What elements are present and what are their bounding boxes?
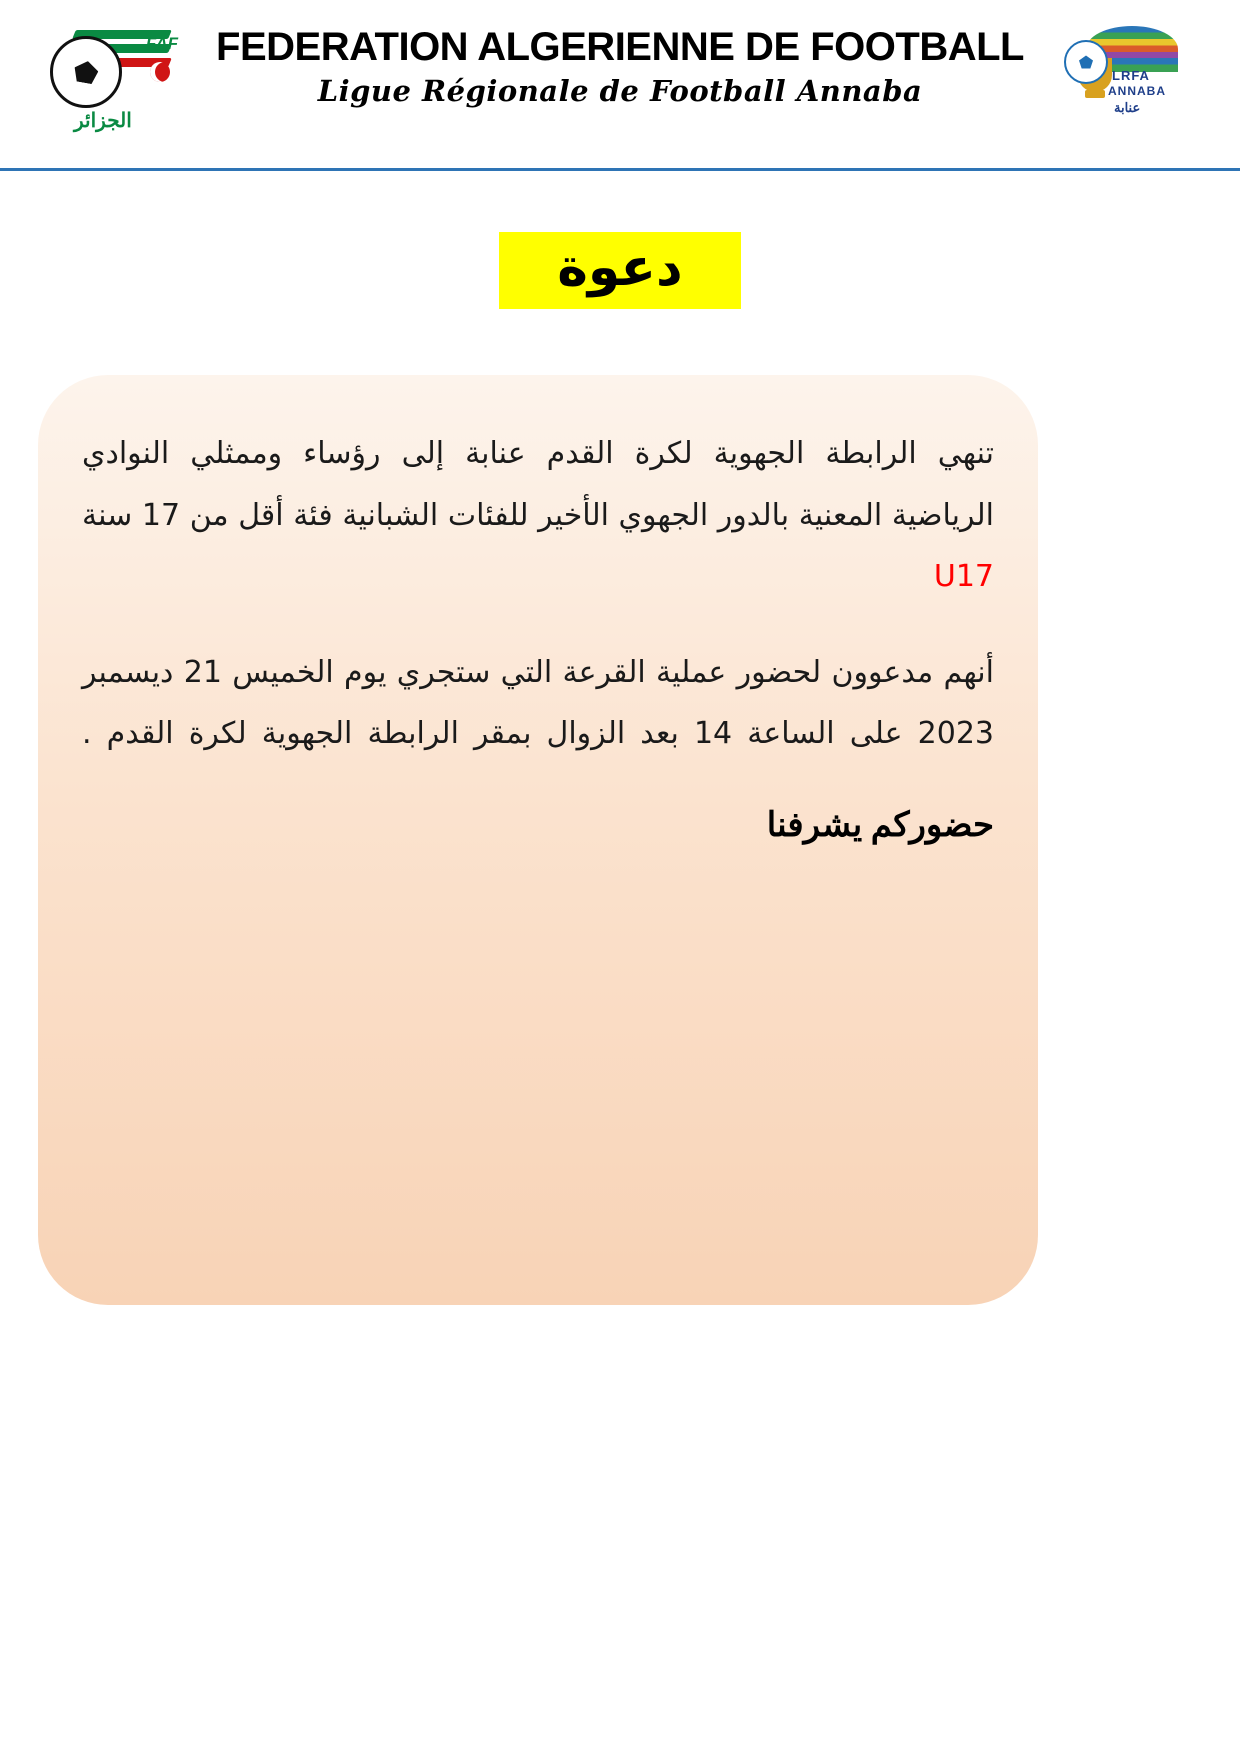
lrfa-city-label: ANNABA [1108, 84, 1166, 98]
faf-abbrev-label: FAF [145, 34, 178, 53]
invitation-title: دعوة [499, 232, 741, 309]
paragraph-1-text: تنهي الرابطة الجهوية لكرة القدم عنابة إلى رؤساء وممثلي النوادي الرياضية المعنية بالدور الجهوي الأخير للفئات الشبانية فئة أقل من 17 سنة [82, 436, 994, 533]
header-divider [0, 168, 1240, 171]
invitation-text [68, 423, 1008, 765]
closing-line: حضوركم يشرفنا [766, 806, 994, 844]
paragraph-1 [82, 423, 994, 608]
invitation-body-card [38, 375, 1038, 1305]
category-highlight: U17 [933, 559, 994, 594]
lrfa-abbrev-label: LRFA [1112, 68, 1150, 83]
soccer-ball-icon [1064, 40, 1108, 84]
faf-logo [34, 18, 184, 138]
league-subtitle: Ligue Régionale de Football Annaba [317, 74, 923, 108]
soccer-ball-icon [50, 36, 122, 108]
header-titles [184, 18, 1056, 108]
document-header [0, 0, 1240, 172]
invitation-title-wrap [0, 232, 1240, 309]
faf-arabic-caption: الجزائر [74, 110, 132, 132]
paragraph-2: أنهم مدعوون لحضور عملية القرعة التي ستجري يوم الخميس 21 ديسمبر 2023 على الساعة 14 بعد الزوال بمقر الرابطة الجهوية لكرة القدم . [82, 654, 995, 751]
federation-title: FEDERATION ALGERIENNE DE FOOTBALL [216, 25, 1024, 69]
lrfa-logo [1056, 18, 1206, 138]
lrfa-arabic-caption: عنابة [1114, 100, 1141, 115]
crescent-icon [150, 62, 170, 82]
